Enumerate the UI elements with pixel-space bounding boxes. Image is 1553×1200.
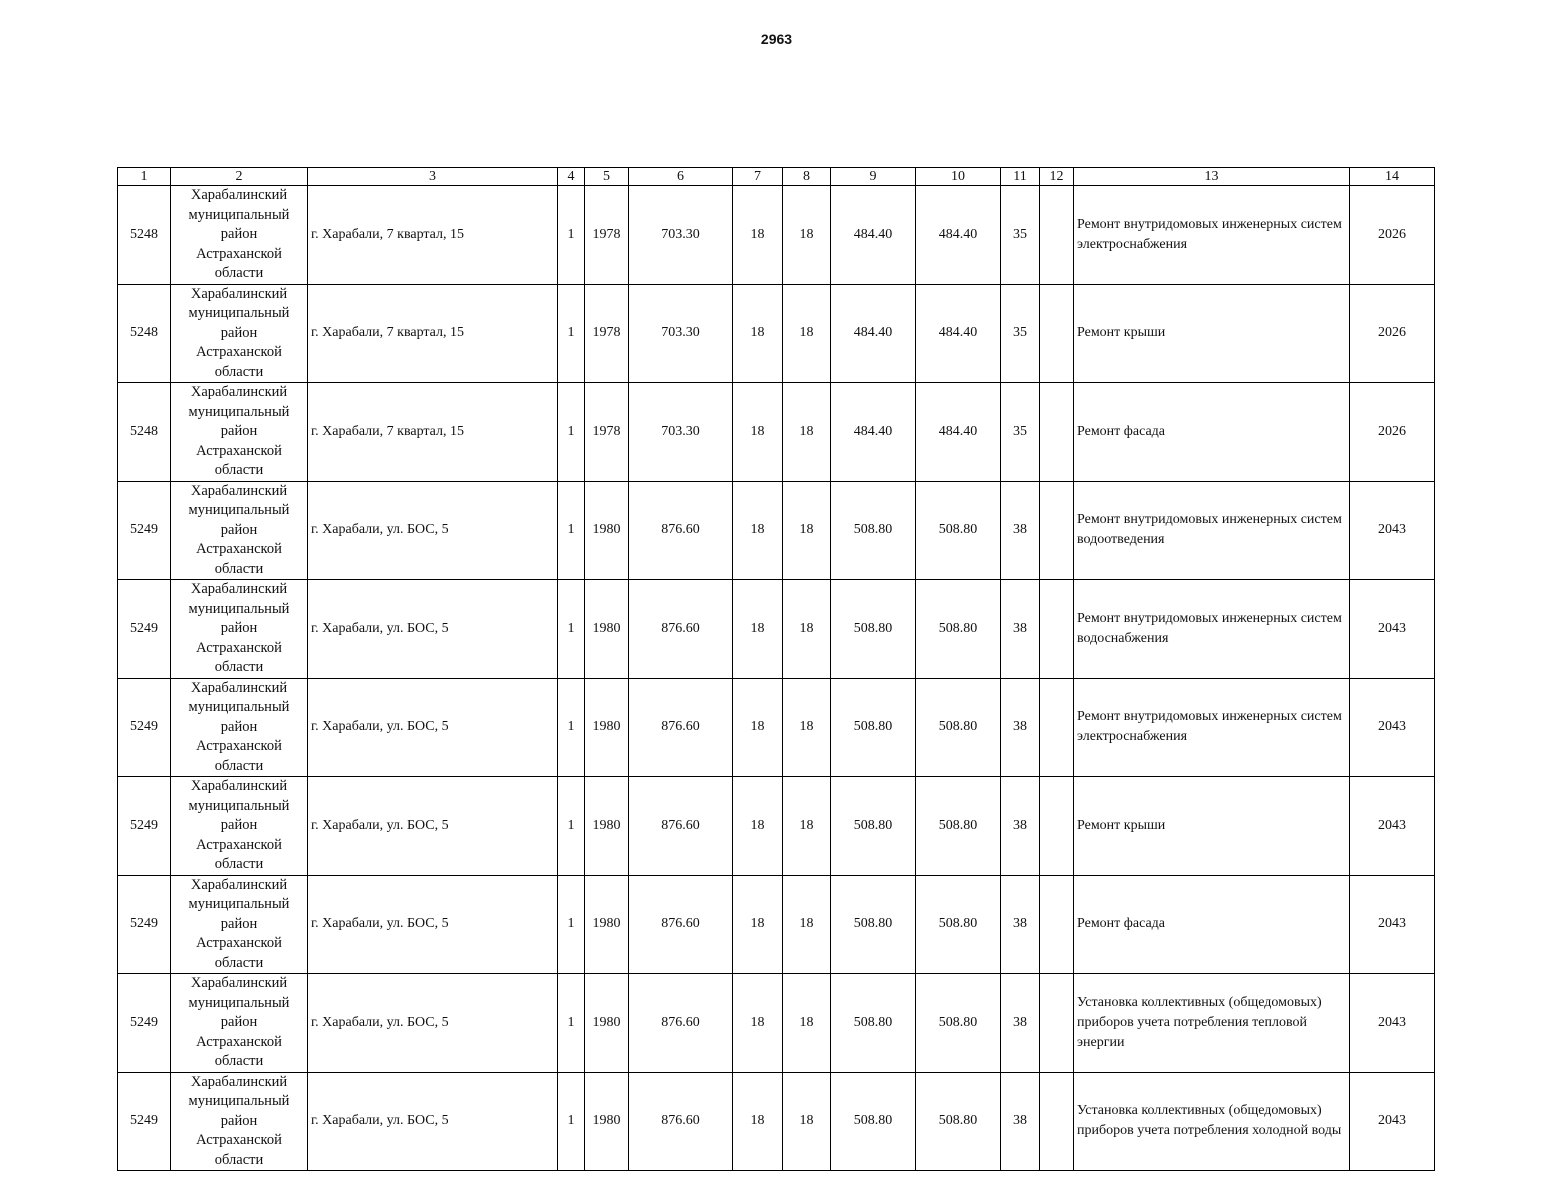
cell-col7: 18 [733,383,783,482]
planned-year-cell: 2043 [1350,777,1435,876]
registry-number-cell: 5248 [118,284,171,383]
work-type-cell: Установка коллективных (общедомовых) приборов учета потребления тепловой энергии [1074,974,1350,1073]
planned-year-cell: 2043 [1350,875,1435,974]
year-cell: 1978 [585,383,629,482]
table-row [118,875,1435,974]
cell-col4: 1 [558,1072,585,1171]
registry-number-cell: 5249 [118,974,171,1073]
cell-col8: 18 [783,383,831,482]
area-cell: 703.30 [629,284,733,383]
column-header: 4 [558,168,585,186]
cell-col12 [1040,284,1074,383]
table-row [118,186,1435,285]
cell-col10: 508.80 [916,974,1001,1073]
district-text: Харабалинский муниципальный район Астраханской области [188,1073,290,1168]
cell-col9: 508.80 [831,974,916,1073]
district-text: Харабалинский муниципальный район Астраханской области [188,482,290,577]
planned-year-cell: 2026 [1350,284,1435,383]
table-row [118,580,1435,679]
district-cell [171,284,308,383]
address-cell: г. Харабали, ул. БОС, 5 [308,974,558,1073]
district-cell [171,580,308,679]
district-cell [171,1072,308,1171]
cell-col9: 484.40 [831,383,916,482]
cell-col8: 18 [783,678,831,777]
table-row [118,678,1435,777]
cell-col8: 18 [783,481,831,580]
cell-col12 [1040,777,1074,876]
cell-col12 [1040,383,1074,482]
cell-col4: 1 [558,284,585,383]
cell-col11: 35 [1001,186,1040,285]
cell-col4: 1 [558,875,585,974]
table-row [118,481,1435,580]
cell-col12 [1040,481,1074,580]
cell-col7: 18 [733,974,783,1073]
area-cell: 876.60 [629,974,733,1073]
column-header: 13 [1074,168,1350,186]
district-cell [171,383,308,482]
cell-col11: 38 [1001,1072,1040,1171]
cell-col4: 1 [558,383,585,482]
district-text: Харабалинский муниципальный район Астраханской области [188,187,290,281]
work-type-cell: Ремонт крыши [1074,777,1350,876]
cell-col4: 1 [558,974,585,1073]
cell-col9: 484.40 [831,284,916,383]
cell-col10: 508.80 [916,580,1001,679]
work-type-cell: Ремонт внутридомовых инженерных систем электроснабжения [1074,186,1350,285]
year-cell: 1980 [585,777,629,876]
cell-col7: 18 [733,678,783,777]
cell-col8: 18 [783,777,831,876]
housing-repair-table [117,167,1435,1171]
district-cell [171,481,308,580]
cell-col11: 38 [1001,875,1040,974]
cell-col11: 35 [1001,383,1040,482]
cell-col9: 508.80 [831,875,916,974]
work-type-cell: Ремонт крыши [1074,284,1350,383]
cell-col4: 1 [558,678,585,777]
cell-col10: 508.80 [916,481,1001,580]
cell-col11: 38 [1001,481,1040,580]
cell-col12 [1040,678,1074,777]
cell-col12 [1040,1072,1074,1171]
planned-year-cell: 2043 [1350,481,1435,580]
address-cell: г. Харабали, 7 квартал, 15 [308,284,558,383]
district-cell [171,974,308,1073]
area-cell: 876.60 [629,580,733,679]
address-cell: г. Харабали, ул. БОС, 5 [308,678,558,777]
district-cell [171,777,308,876]
cell-col7: 18 [733,481,783,580]
cell-col10: 484.40 [916,383,1001,482]
cell-col10: 508.80 [916,1072,1001,1171]
cell-col11: 38 [1001,777,1040,876]
cell-col9: 508.80 [831,678,916,777]
cell-col11: 38 [1001,974,1040,1073]
cell-col8: 18 [783,580,831,679]
cell-col10: 508.80 [916,777,1001,876]
year-cell: 1980 [585,974,629,1073]
column-header: 11 [1001,168,1040,186]
area-cell: 876.60 [629,875,733,974]
cell-col12 [1040,186,1074,285]
table-row [118,974,1435,1073]
cell-col7: 18 [733,875,783,974]
cell-col7: 18 [733,777,783,876]
cell-col10: 508.80 [916,875,1001,974]
cell-col9: 508.80 [831,1072,916,1171]
cell-col7: 18 [733,284,783,383]
year-cell: 1978 [585,186,629,285]
cell-col9: 508.80 [831,777,916,876]
district-cell [171,875,308,974]
registry-number-cell: 5249 [118,678,171,777]
cell-col4: 1 [558,481,585,580]
planned-year-cell: 2043 [1350,1072,1435,1171]
column-header: 1 [118,168,171,186]
planned-year-cell: 2026 [1350,186,1435,285]
district-text: Харабалинский муниципальный район Астраханской области [188,285,290,380]
column-header: 10 [916,168,1001,186]
registry-number-cell: 5249 [118,777,171,876]
cell-col11: 35 [1001,284,1040,383]
cell-col7: 18 [733,1072,783,1171]
address-cell: г. Харабали, ул. БОС, 5 [308,1072,558,1171]
address-cell: г. Харабали, 7 квартал, 15 [308,383,558,482]
cell-col9: 508.80 [831,481,916,580]
cell-col8: 18 [783,875,831,974]
registry-number-cell: 5248 [118,383,171,482]
cell-col12 [1040,580,1074,679]
work-type-cell: Ремонт внутридомовых инженерных систем водоотведения [1074,481,1350,580]
cell-col9: 484.40 [831,186,916,285]
address-cell: г. Харабали, ул. БОС, 5 [308,777,558,876]
address-cell: г. Харабали, ул. БОС, 5 [308,875,558,974]
table-row [118,777,1435,876]
year-cell: 1980 [585,580,629,679]
registry-number-cell: 5249 [118,580,171,679]
district-text: Харабалинский муниципальный район Астраханской области [188,384,290,478]
area-cell: 876.60 [629,678,733,777]
cell-col8: 18 [783,974,831,1073]
district-cell [171,678,308,777]
page-number: 2963 [760,31,793,47]
area-cell: 876.60 [629,777,733,876]
address-cell: г. Харабали, ул. БОС, 5 [308,580,558,679]
cell-col4: 1 [558,777,585,876]
year-cell: 1980 [585,1072,629,1171]
year-cell: 1980 [585,678,629,777]
cell-col9: 508.80 [831,580,916,679]
work-type-cell: Ремонт фасада [1074,875,1350,974]
cell-col10: 484.40 [916,284,1001,383]
district-cell [171,186,308,285]
cell-col4: 1 [558,580,585,679]
column-header: 2 [171,168,308,186]
work-type-cell: Ремонт внутридомовых инженерных систем водоснабжения [1074,580,1350,679]
area-cell: 703.30 [629,383,733,482]
address-cell: г. Харабали, ул. БОС, 5 [308,481,558,580]
column-header: 3 [308,168,558,186]
district-text: Харабалинский муниципальный район Астраханской области [188,778,290,872]
column-header: 5 [585,168,629,186]
year-cell: 1978 [585,284,629,383]
column-header: 6 [629,168,733,186]
cell-col10: 508.80 [916,678,1001,777]
district-text: Харабалинский муниципальный район Астраханской области [188,679,290,774]
planned-year-cell: 2026 [1350,383,1435,482]
cell-col8: 18 [783,284,831,383]
registry-number-cell: 5249 [118,875,171,974]
area-cell: 876.60 [629,481,733,580]
cell-col7: 18 [733,580,783,679]
column-header: 9 [831,168,916,186]
area-cell: 703.30 [629,186,733,285]
cell-col12 [1040,974,1074,1073]
year-cell: 1980 [585,481,629,580]
planned-year-cell: 2043 [1350,580,1435,679]
cell-col4: 1 [558,186,585,285]
cell-col11: 38 [1001,678,1040,777]
district-text: Харабалинский муниципальный район Астраханской области [188,876,290,971]
cell-col8: 18 [783,1072,831,1171]
planned-year-cell: 2043 [1350,678,1435,777]
district-text: Харабалинский муниципальный район Астраханской области [188,975,290,1069]
registry-number-cell: 5248 [118,186,171,285]
registry-number-cell: 5249 [118,481,171,580]
column-header: 7 [733,168,783,186]
cell-col7: 18 [733,186,783,285]
cell-col8: 18 [783,186,831,285]
registry-number-cell: 5249 [118,1072,171,1171]
cell-col10: 484.40 [916,186,1001,285]
column-header: 14 [1350,168,1435,186]
cell-col11: 38 [1001,580,1040,679]
area-cell: 876.60 [629,1072,733,1171]
column-header: 8 [783,168,831,186]
column-header: 12 [1040,168,1074,186]
table-row [118,1072,1435,1171]
address-cell: г. Харабали, 7 квартал, 15 [308,186,558,285]
work-type-cell: Ремонт внутридомовых инженерных систем электроснабжения [1074,678,1350,777]
work-type-cell: Установка коллективных (общедомовых) приборов учета потребления холодной воды [1074,1072,1350,1171]
table-row [118,383,1435,482]
column-number-row [118,168,1435,186]
work-type-cell: Ремонт фасада [1074,383,1350,482]
year-cell: 1980 [585,875,629,974]
cell-col12 [1040,875,1074,974]
district-text: Харабалинский муниципальный район Астраханской области [188,581,290,675]
planned-year-cell: 2043 [1350,974,1435,1073]
table-row [118,284,1435,383]
